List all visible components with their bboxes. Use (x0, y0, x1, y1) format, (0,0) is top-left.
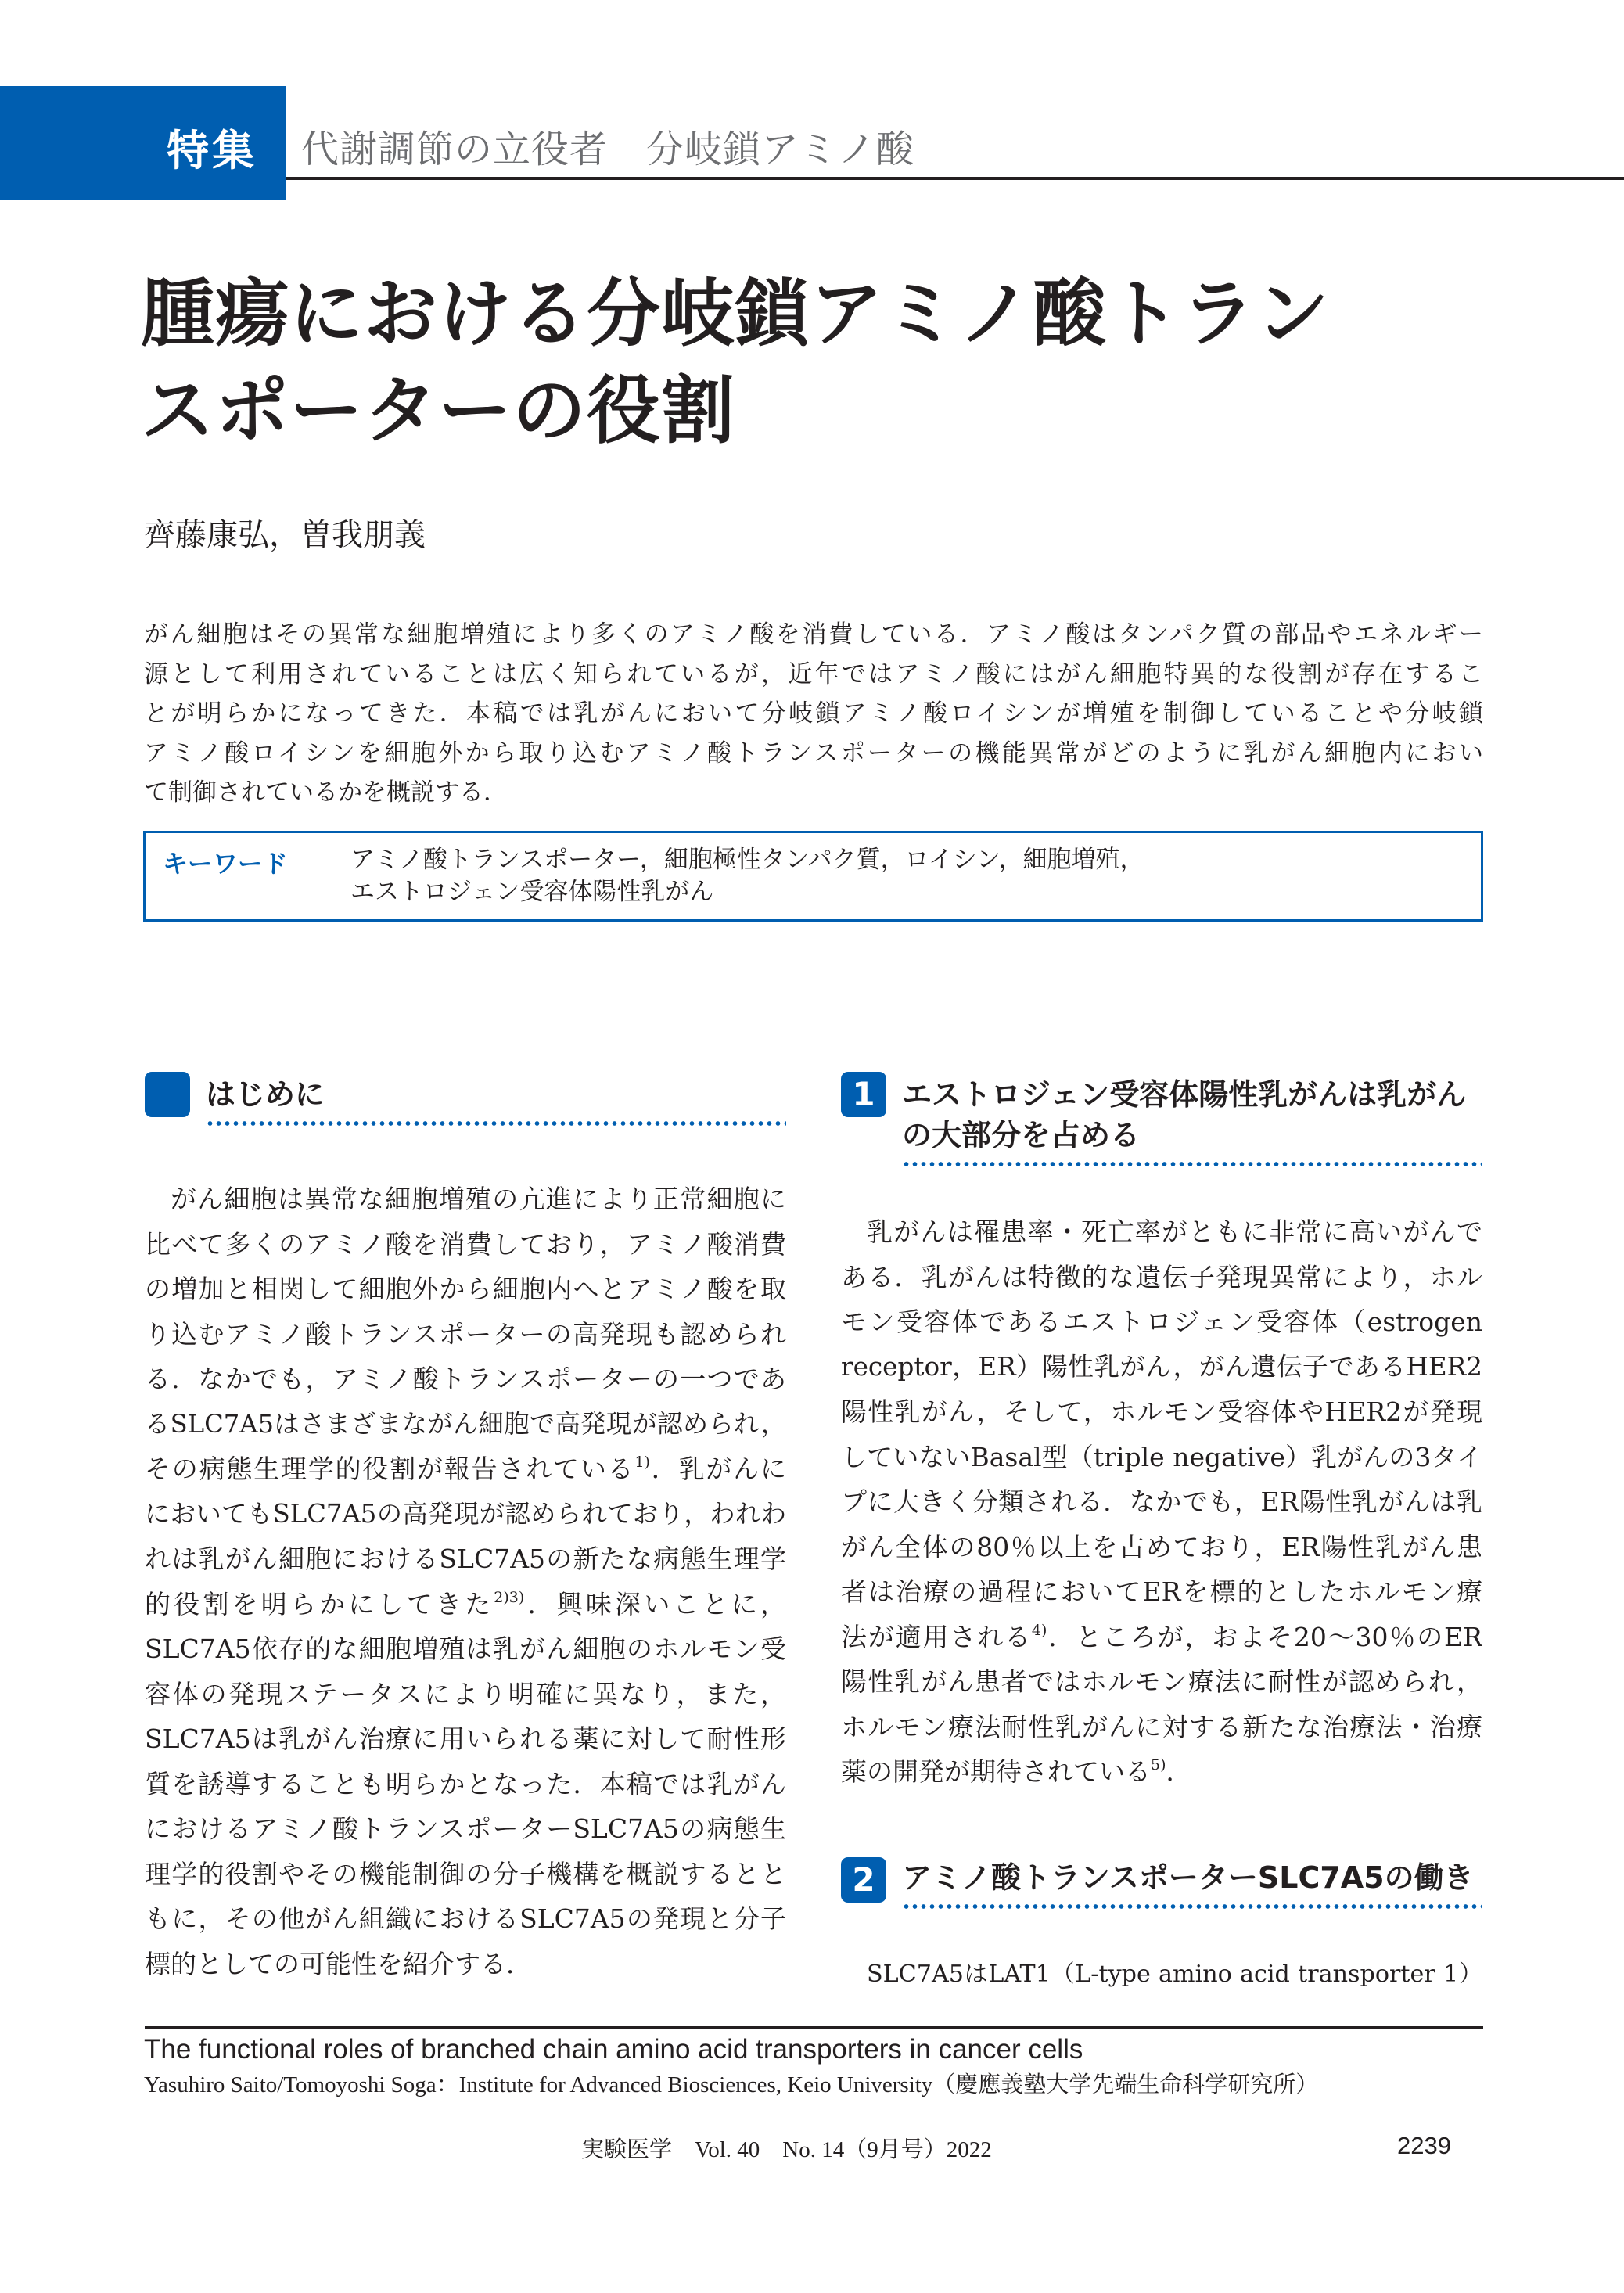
body-text-run: ．ところが，およそ20～30％のER (1047, 1621, 1482, 1652)
body-line: の増加と相関して細胞外から細胞内へとアミノ酸を取 (145, 1274, 786, 1304)
left-column (145, 1072, 786, 1986)
body-line: におけるアミノ酸トランスポーターSLC7A5の病態生 (145, 1813, 786, 1844)
dotted-rule (206, 1121, 786, 1126)
citation-ref[interactable]: 4) (1031, 1621, 1047, 1639)
authors: 齊藤康弘，曽我朋義 (144, 517, 426, 553)
section-marker-square-icon (145, 1072, 190, 1117)
body-line: モン受容体であるエストロジェン受容体（estrogen (841, 1306, 1482, 1337)
right-column (841, 1072, 1482, 1996)
abstract-line: アミノ酸ロイシンを細胞外から取り込むアミノ酸トランスポーターの機能異常がどのように乳がん細胞内におい (144, 739, 1483, 767)
keywords-line: エストロジェン受容体陽性乳がん (350, 878, 714, 906)
body-text-run: 的役割を明らかにしてきた (145, 1588, 494, 1619)
abstract-line: て制御されているかを概説する． (144, 778, 508, 807)
body-line: 乳がんは罹患率・死亡率がともに非常に高いがんで (867, 1217, 1482, 1247)
body-line: 比べて多くのアミノ酸を消費しており，アミノ酸消費 (145, 1228, 786, 1260)
section-body-1 (841, 1209, 1482, 1795)
body-text-run: ． (1166, 1756, 1192, 1787)
body-line: receptor，ER）陽性乳がん，がん遺伝子であるHER2 (841, 1351, 1482, 1382)
body-line (841, 1749, 1482, 1795)
body-line: がん全体の80％以上を占めており，ER陽性乳がん患 (841, 1531, 1482, 1562)
article-title (141, 266, 1518, 460)
header-rule (286, 177, 1624, 180)
body-line: 質を誘導することも明らかとなった．本稿では乳がん (145, 1768, 786, 1799)
body-line: 容体の発現ステータスにより明確に異なり，また， (145, 1678, 786, 1709)
english-title: The functional roles of branched chain amino acid transporters in cancer cells (144, 2034, 1083, 2065)
section-title-line: アミノ酸トランスポーターSLC7A5の働き (902, 1860, 1474, 1895)
body-line: ホルモン療法耐性乳がんに対する新たな治療法・治療 (841, 1711, 1482, 1742)
body-line: 者は治療の過程においてERを標的としたホルモン療 (841, 1576, 1482, 1607)
section-heading-2 (841, 1857, 1482, 1909)
abstract-line: がん細胞はその異常な細胞増殖により多くのアミノ酸を消費している．アミノ酸はタンパク質の部品やエネルギー (144, 620, 1483, 649)
section-title (902, 1074, 1482, 1155)
section-heading-intro (145, 1072, 786, 1126)
feature-label-block (0, 86, 286, 200)
keywords-line: アミノ酸トランスポーター，細胞極性タンパク質，ロイシン，細胞増殖， (350, 846, 1144, 874)
body-line: 標的としての可能性を紹介する． (145, 1948, 532, 1979)
keywords-label: キーワード (163, 849, 289, 879)
body-text-run: 法が適用される (841, 1621, 1032, 1652)
body-text-run: その病態生理学的役割が報告されている (145, 1454, 635, 1484)
author-affiliation: Yasuhiro Saito/Tomoyoshi Soga：Institute for Advanced Biosciences, Keio University（慶應義塾大学先端生命科学研究所） (144, 2072, 1319, 2097)
keywords-box (143, 831, 1483, 922)
page-number: 2239 (1397, 2132, 1451, 2159)
body-line: 理学的役割やその機能制御の分子機構を概説するとと (145, 1858, 786, 1889)
body-line: る．なかでも，アミノ酸トランスポーターの一つであ (145, 1364, 786, 1394)
citation-ref[interactable]: 5) (1151, 1756, 1166, 1774)
dotted-rule (902, 1904, 1482, 1909)
section-heading-1 (841, 1072, 1482, 1166)
dotted-rule (902, 1162, 1482, 1166)
body-line: プに大きく分類される．なかでも，ER陽性乳がんは乳 (841, 1486, 1482, 1517)
section-number-badge: 2 (841, 1857, 886, 1903)
body-line: ある．乳がんは特徴的な遺伝子発現異常により，ホル (841, 1261, 1482, 1292)
section-body-2 (841, 1952, 1482, 1997)
keywords-list (350, 844, 1144, 908)
article-title-line: スポーターの役割 (141, 368, 736, 454)
section-title (902, 1857, 1482, 1898)
body-line: るSLC7A5はさまざまながん細胞で高発現が認められ， (145, 1408, 786, 1439)
body-text-run: ．興味深いことに， (524, 1588, 786, 1619)
section-title-line: の大部分を占める (902, 1118, 1141, 1152)
section-body-intro (145, 1177, 786, 1986)
bottom-rule (145, 2026, 1483, 2029)
body-line (145, 1582, 786, 1627)
body-line: していないBasal型（triple negative）乳がんの3タイ (841, 1441, 1482, 1472)
body-text-run: ．乳がんに (649, 1454, 786, 1484)
body-line: においてもSLC7A5の高発現が認められており，われわ (145, 1498, 786, 1529)
body-line (841, 1615, 1482, 1660)
body-line: SLC7A5はLAT1（L-type amino acid transporter 1） (867, 1960, 1482, 1988)
body-line: がん細胞は異常な細胞増殖の亢進により正常細胞に (171, 1184, 786, 1214)
body-text-run: 薬の開発が期待されている (841, 1756, 1151, 1787)
body-line: れは乳がん細胞におけるSLC7A5の新たな病態生理学 (145, 1544, 786, 1574)
section-title-line: はじめに (206, 1077, 325, 1112)
body-line (145, 1447, 786, 1492)
body-line: もに，その他がん組織におけるSLC7A5の発現と分子 (145, 1903, 786, 1934)
section-title (206, 1074, 786, 1115)
abstract-line: とが明らかになってきた．本稿では乳がんにおいて分岐鎖アミノ酸ロイシンが増殖を制御していることや分岐鎖 (144, 699, 1483, 728)
journal-citation: 実験医学 Vol. 40 No. 14（9月号）2022 (581, 2137, 992, 2162)
body-line: 陽性乳がん，そして，ホルモン受容体やHER2が発現 (841, 1396, 1482, 1427)
abstract-line: 源として利用されていることは広く知られているが，近年ではアミノ酸にはがん細胞特異的な役割が存在するこ (144, 660, 1483, 688)
abstract (144, 615, 1483, 813)
series-title: 代謝調節の立役者 分岐鎖アミノ酸 (301, 128, 915, 171)
body-line: り込むアミノ酸トランスポーターの高発現も認められ (145, 1318, 786, 1350)
feature-label: 特集 (167, 126, 257, 175)
citation-ref[interactable]: 1) (634, 1454, 650, 1471)
body-line: SLC7A5依存的な細胞増殖は乳がん細胞のホルモン受 (145, 1633, 786, 1664)
citation-ref[interactable]: 2)3) (494, 1588, 525, 1606)
section-number-badge: 1 (841, 1072, 886, 1117)
section-title-line: エストロジェン受容体陽性乳がんは乳がん (902, 1077, 1467, 1112)
body-line: SLC7A5は乳がん治療に用いられる薬に対して耐性形 (145, 1723, 786, 1754)
article-title-line: 腫瘍における分岐鎖アミノ酸トラン (141, 271, 1331, 357)
body-line: 陽性乳がん患者ではホルモン療法に耐性が認められ， (841, 1666, 1482, 1697)
